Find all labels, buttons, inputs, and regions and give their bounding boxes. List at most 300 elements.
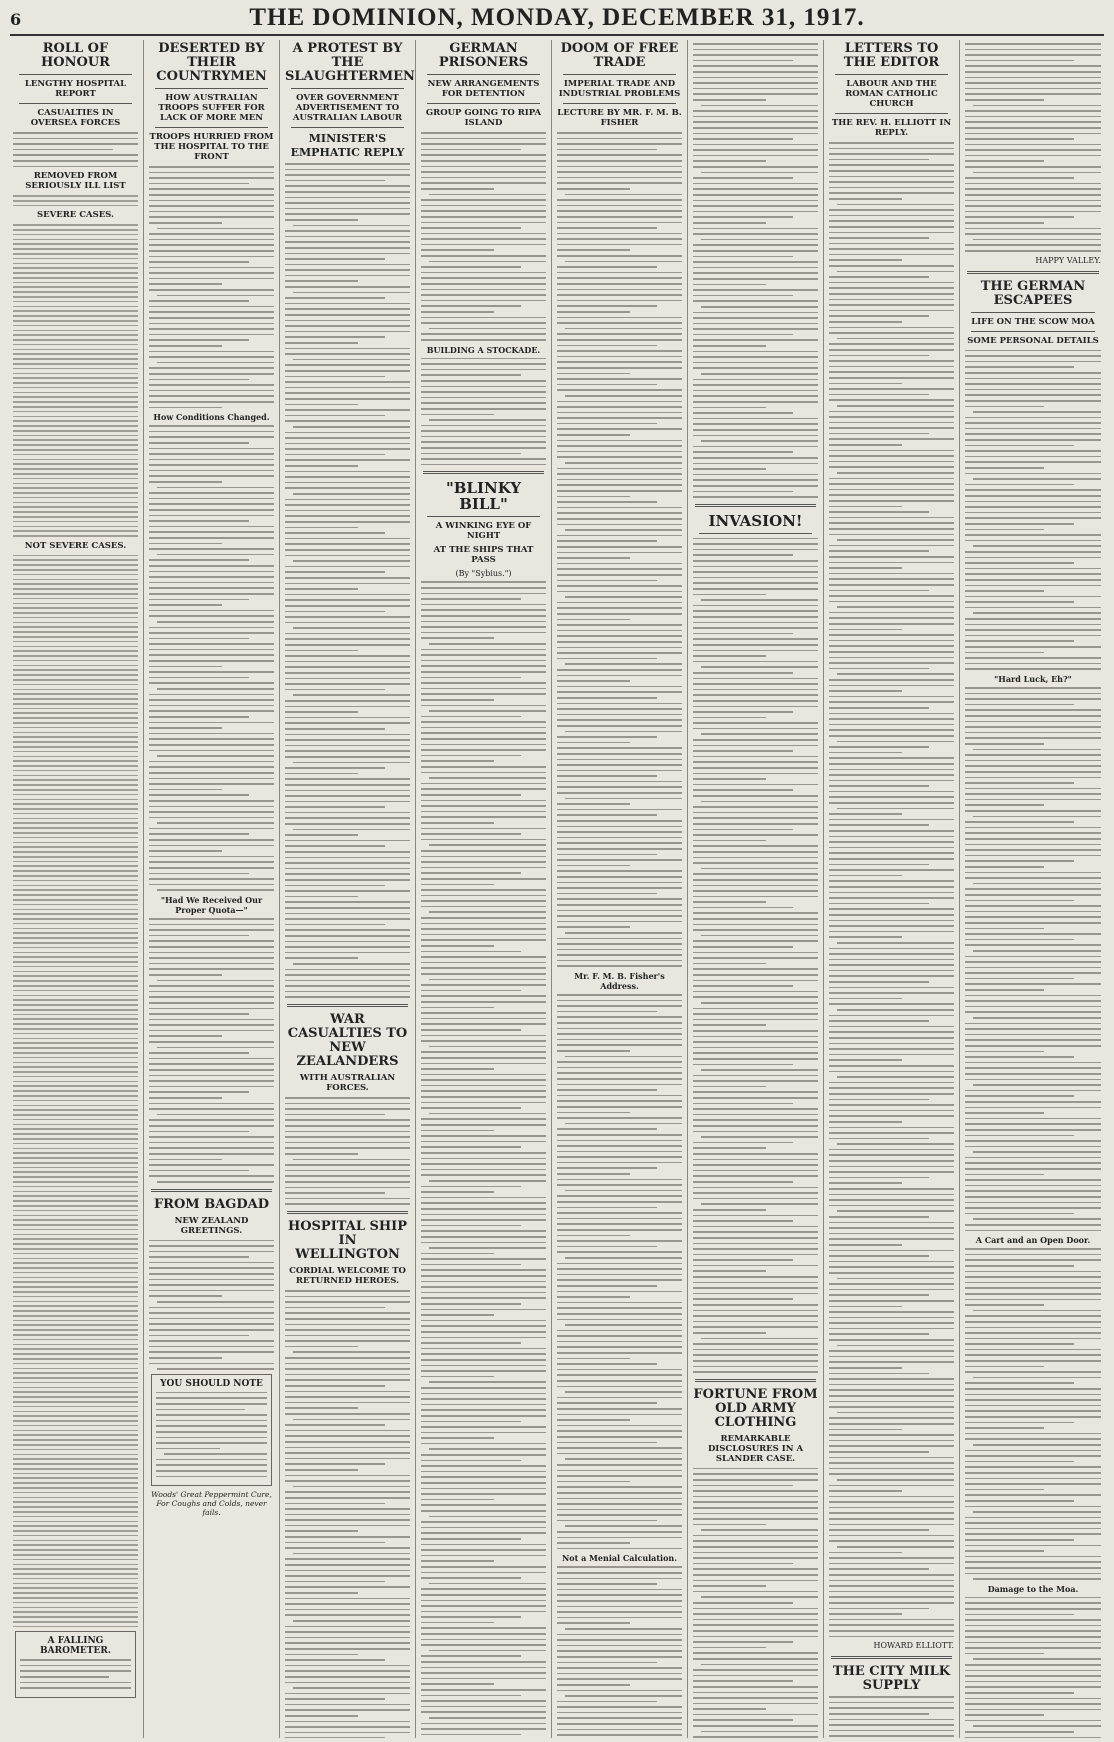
- text-line: [837, 204, 954, 206]
- text-line: [421, 363, 546, 365]
- text-line: [965, 127, 1101, 129]
- text-line: [421, 1627, 546, 1629]
- text-line: [13, 698, 138, 700]
- text-line: [149, 666, 222, 668]
- text-line: [837, 1546, 954, 1548]
- text-line: [693, 278, 818, 280]
- text-line: [965, 1686, 1101, 1688]
- text-line: [557, 440, 682, 442]
- text-line: [149, 963, 274, 965]
- text-line: [829, 1702, 954, 1704]
- text-line: [13, 598, 138, 600]
- text-line: [13, 1143, 138, 1145]
- text-line: [13, 1042, 138, 1044]
- text-line: [965, 844, 1101, 846]
- text-line: [157, 1114, 274, 1116]
- text-line: [829, 416, 954, 418]
- text-line: [693, 183, 818, 185]
- text-line: [421, 1107, 521, 1109]
- text-line: [693, 1501, 818, 1503]
- text-line: [557, 1022, 682, 1024]
- text-line: [557, 1095, 682, 1097]
- text-line: [693, 845, 818, 847]
- text-line: [965, 445, 1074, 447]
- text-line: [421, 1253, 494, 1255]
- text-line: [285, 980, 410, 982]
- text-line: [421, 171, 546, 173]
- text-line: [285, 1558, 410, 1560]
- text-line: [285, 1542, 385, 1544]
- text-line: [149, 750, 274, 752]
- text-line: [829, 1596, 954, 1598]
- text-line: [149, 845, 274, 847]
- text-line: [829, 310, 954, 312]
- text-line: [829, 187, 954, 189]
- text-line: [557, 1520, 657, 1522]
- text-line: [557, 1425, 682, 1427]
- text-line: [149, 929, 274, 931]
- article-body: [557, 132, 682, 967]
- text-line: [965, 1478, 1101, 1480]
- text-line: [285, 197, 410, 199]
- subhead: REMOVED FROM SERIOUSLY ILL LIST: [25, 171, 126, 192]
- text-line: [149, 716, 249, 718]
- text-line: [965, 1489, 1044, 1491]
- text-line: [149, 924, 274, 926]
- text-line: [701, 935, 818, 937]
- text-line: [557, 317, 682, 319]
- text-line: [285, 1480, 410, 1482]
- text-line: [965, 517, 1101, 519]
- text-line: [965, 1438, 1101, 1440]
- text-line: [285, 683, 410, 685]
- text-line: [557, 1712, 682, 1714]
- text-line: [421, 1683, 494, 1685]
- text-line: [149, 1030, 274, 1032]
- text-line: [557, 132, 682, 134]
- text-line: [965, 1410, 1101, 1412]
- text-line: [285, 946, 410, 948]
- text-line: [693, 1524, 766, 1526]
- text-line: [965, 1506, 1101, 1508]
- text-line: [285, 1508, 410, 1510]
- text-line: [285, 862, 410, 864]
- text-line: [829, 388, 954, 390]
- text-line: [965, 1636, 1101, 1638]
- text-line: [973, 1084, 1101, 1086]
- text-line: [13, 660, 138, 662]
- text-line: [829, 153, 954, 155]
- text-line: [693, 177, 793, 179]
- text-line: [293, 1351, 410, 1353]
- text-line: [13, 1090, 138, 1092]
- column-invasion: [688, 40, 824, 1738]
- text-line: [285, 510, 410, 512]
- text-line: [693, 390, 818, 392]
- text-line: [965, 1224, 1101, 1226]
- text-line: [164, 1453, 267, 1455]
- text-line: [557, 546, 682, 548]
- text-line: [149, 334, 274, 336]
- text-line: [557, 1251, 682, 1253]
- text-line: [13, 1124, 138, 1126]
- text-line: [285, 247, 410, 249]
- text-line: [965, 1422, 1074, 1424]
- text-line: [421, 1376, 494, 1378]
- text-line: [829, 148, 954, 150]
- text-line: [829, 1171, 954, 1173]
- text-line: [285, 1721, 410, 1723]
- text-line: [421, 744, 546, 746]
- text-line: [13, 1477, 138, 1479]
- text-line: [13, 894, 138, 896]
- text-line: [13, 310, 138, 312]
- text-line: [829, 1160, 954, 1162]
- text-line: [557, 1072, 682, 1074]
- text-line: [285, 1648, 410, 1650]
- text-line: [285, 845, 385, 847]
- text-line: [693, 1270, 766, 1272]
- text-line: [421, 1404, 546, 1406]
- text-line: [13, 435, 138, 437]
- text-line: [285, 957, 358, 959]
- text-line: [557, 697, 657, 699]
- text-line: [421, 951, 521, 953]
- text-line: [965, 562, 1074, 564]
- text-line: [13, 1530, 138, 1532]
- text-line: [557, 222, 682, 224]
- text-line: [829, 701, 954, 703]
- text-line: [965, 687, 1101, 689]
- text-line: [557, 1645, 682, 1647]
- text-line: [149, 1153, 274, 1155]
- section-heading: "Hard Luck, Eh?": [994, 674, 1072, 684]
- text-line: [13, 1248, 138, 1250]
- text-line: [557, 1572, 682, 1574]
- text-line: [13, 1454, 138, 1456]
- text-line: [149, 1307, 274, 1309]
- text-line: [829, 1199, 954, 1201]
- text-line: [965, 629, 1101, 631]
- text-line: [701, 599, 818, 601]
- subhead: A WINKING EYE OF NIGHT: [435, 521, 532, 542]
- text-line: [149, 531, 274, 533]
- text-line: [421, 632, 546, 634]
- text-line: [13, 751, 138, 753]
- text-line: [965, 911, 1101, 913]
- text-line: [13, 1062, 138, 1064]
- text-line: [557, 826, 682, 828]
- text-line: [557, 1162, 682, 1164]
- text-line: [965, 1107, 1101, 1109]
- text-line: [285, 437, 410, 439]
- text-line: [557, 1531, 682, 1533]
- text-line: [829, 1166, 954, 1168]
- text-line: [285, 549, 410, 551]
- text-line: [149, 470, 274, 472]
- headline-roll-of-honour: ROLL OF HONOUR: [41, 41, 110, 70]
- text-line: [557, 356, 682, 358]
- text-line: [965, 698, 1101, 700]
- column-slaughtermen: [280, 40, 416, 1738]
- text-line: [285, 1525, 410, 1527]
- text-line: [13, 1315, 138, 1317]
- text-line: [557, 227, 657, 229]
- text-line: [557, 490, 682, 492]
- text-line: [285, 622, 410, 624]
- text-line: [421, 654, 546, 656]
- text-line: [285, 213, 410, 215]
- text-line: [973, 1578, 1101, 1580]
- text-line: [13, 708, 138, 710]
- text-line: [965, 944, 1101, 946]
- text-line: [285, 532, 385, 534]
- text-line: [693, 395, 818, 397]
- text-line: [557, 473, 682, 475]
- text-line: [285, 566, 410, 568]
- text-line: [156, 1470, 267, 1472]
- text-line: [285, 974, 410, 976]
- text-line: [557, 1061, 682, 1063]
- text-line: [693, 110, 818, 112]
- text-line: [557, 138, 682, 140]
- text-line: [965, 534, 1101, 536]
- text-line: [829, 903, 929, 905]
- text-line: [429, 194, 546, 196]
- text-line: [693, 1086, 766, 1088]
- text-line: [965, 601, 1074, 603]
- text-line: [421, 1706, 546, 1708]
- text-line: [13, 732, 138, 734]
- text-line: [965, 1545, 1101, 1547]
- text-line: [829, 640, 954, 642]
- text-line: [557, 1341, 682, 1343]
- text-line: [693, 554, 793, 556]
- text-line: [149, 407, 222, 409]
- text-line: [693, 711, 793, 713]
- text-line: [829, 282, 954, 284]
- text-line: [421, 1135, 546, 1137]
- text-line: [693, 985, 793, 987]
- text-line: [693, 588, 818, 590]
- text-line: [13, 224, 138, 226]
- text-line: [693, 1652, 818, 1654]
- text-line: [13, 406, 138, 408]
- text-line: [13, 779, 138, 781]
- text-line: [285, 1631, 410, 1633]
- text-line: [13, 703, 138, 705]
- text-line: [149, 565, 274, 567]
- text-line: [557, 854, 657, 856]
- text-line: [965, 1230, 1101, 1232]
- text-line: [149, 800, 274, 802]
- text-line: [13, 1253, 138, 1255]
- text-line: [829, 1071, 954, 1073]
- text-line: [565, 1324, 682, 1326]
- text-line: [421, 621, 546, 623]
- text-line: [421, 649, 546, 651]
- text-line: [965, 663, 1101, 665]
- text-line: [973, 1725, 1101, 1727]
- text-line: [693, 795, 818, 797]
- text-line: [149, 205, 274, 207]
- text-line: [13, 1492, 138, 1494]
- subhead-reply: MINISTER'S EMPHATIC REPLY: [290, 132, 405, 159]
- text-line: [13, 1425, 138, 1427]
- text-line: [13, 1014, 138, 1016]
- text-line: [421, 581, 546, 583]
- text-line: [13, 784, 138, 786]
- text-line: [13, 1368, 138, 1370]
- text-line: [829, 590, 929, 592]
- text-line: [965, 99, 1044, 101]
- text-line: [149, 328, 274, 330]
- text-line: [693, 1630, 818, 1632]
- text-line: [13, 947, 138, 949]
- text-line: [421, 850, 546, 852]
- text-line: [13, 1324, 138, 1326]
- text-line: [965, 782, 1074, 784]
- text-line: [829, 713, 954, 715]
- text-line: [693, 873, 818, 875]
- text-line: [829, 1602, 954, 1604]
- text-line: [13, 132, 138, 134]
- text-line: [429, 1516, 546, 1518]
- text-line: [693, 1259, 793, 1261]
- text-line: [829, 1580, 954, 1582]
- text-line: [149, 576, 274, 578]
- text-line: [285, 650, 358, 652]
- text-line: [293, 426, 410, 428]
- text-line: [693, 700, 818, 702]
- text-line: [149, 1346, 274, 1348]
- text-line: [829, 1350, 954, 1352]
- text-line: [149, 610, 274, 612]
- text-line: [557, 792, 682, 794]
- text-line: [693, 896, 818, 898]
- text-line: [965, 1517, 1101, 1519]
- text-line: [285, 929, 410, 931]
- text-line: [13, 1487, 138, 1489]
- text-line: [13, 234, 138, 236]
- text-line: [557, 1000, 682, 1002]
- text-line: [421, 1672, 546, 1674]
- text-line: [829, 953, 954, 955]
- text-line: [421, 900, 546, 902]
- text-line: [557, 647, 682, 649]
- text-line: [829, 1636, 954, 1638]
- text-line: [693, 974, 818, 976]
- text-line: [829, 254, 954, 256]
- text-line: [965, 1028, 1101, 1030]
- text-line: [973, 1444, 1101, 1446]
- text-line: [557, 960, 682, 962]
- text-line: [149, 828, 274, 830]
- text-line: [13, 1157, 138, 1159]
- text-line: [837, 1345, 954, 1347]
- text-line: [149, 710, 274, 712]
- text-line: [149, 520, 249, 522]
- text-line: [693, 739, 818, 741]
- text-line: [693, 952, 818, 954]
- text-line: [285, 901, 410, 903]
- text-line: [13, 497, 138, 499]
- text-line: [13, 818, 138, 820]
- text-line: [13, 195, 138, 197]
- text-line: [837, 338, 954, 340]
- text-line: [701, 801, 818, 803]
- text-line: [13, 1411, 138, 1413]
- text-line: [829, 209, 954, 211]
- text-line: [693, 1540, 818, 1542]
- text-line: [965, 693, 1101, 695]
- text-line: [149, 727, 222, 729]
- text-line: [557, 210, 682, 212]
- text-line: [149, 498, 274, 500]
- text-line: [557, 1634, 682, 1636]
- text-line: [421, 1068, 494, 1070]
- page-title: THE DOMINION, MONDAY, DECEMBER 31, 1917.: [249, 4, 865, 31]
- text-line: [693, 627, 818, 629]
- text-line: [13, 411, 138, 413]
- text-line: [693, 1170, 818, 1172]
- text-line: [693, 560, 818, 562]
- text-line: [557, 708, 682, 710]
- text-line: [421, 1208, 546, 1210]
- text-line: [13, 1224, 138, 1226]
- text-line: [557, 759, 682, 761]
- text-line: [829, 718, 954, 720]
- text-line: [965, 450, 1101, 452]
- text-line: [965, 428, 1101, 430]
- text-line: [829, 1512, 954, 1514]
- text-line: [13, 325, 138, 327]
- text-line: [965, 1737, 1101, 1738]
- text-line: [557, 283, 682, 285]
- section-heading: Mr. F. M. B. Fisher's Address.: [574, 971, 665, 992]
- text-line: [965, 1123, 1101, 1125]
- article-body: [421, 132, 546, 341]
- text-line: [285, 1363, 410, 1365]
- text-line: [285, 432, 410, 434]
- text-line: [693, 334, 793, 336]
- text-line: [149, 593, 274, 595]
- text-line: [421, 688, 546, 690]
- text-line: [565, 1458, 682, 1460]
- text-line: [421, 889, 546, 891]
- text-line: [156, 1464, 267, 1466]
- text-line: [285, 1519, 410, 1521]
- text-line: [693, 789, 793, 791]
- text-line: [693, 1254, 818, 1256]
- text-line: [421, 598, 521, 600]
- text-line: [13, 1372, 138, 1374]
- text-line: [965, 1000, 1101, 1002]
- text-line: [421, 671, 546, 673]
- text-line: [837, 539, 954, 541]
- text-line: [285, 784, 410, 786]
- text-line: [285, 1715, 358, 1717]
- text-line: [693, 918, 818, 920]
- text-line: [965, 1625, 1101, 1627]
- text-line: [965, 607, 1101, 609]
- text-line: [149, 643, 274, 645]
- text-line: [965, 422, 1101, 424]
- text-line: [13, 684, 138, 686]
- text-line: [285, 918, 410, 920]
- text-line: [149, 783, 274, 785]
- text-line: [13, 1162, 138, 1164]
